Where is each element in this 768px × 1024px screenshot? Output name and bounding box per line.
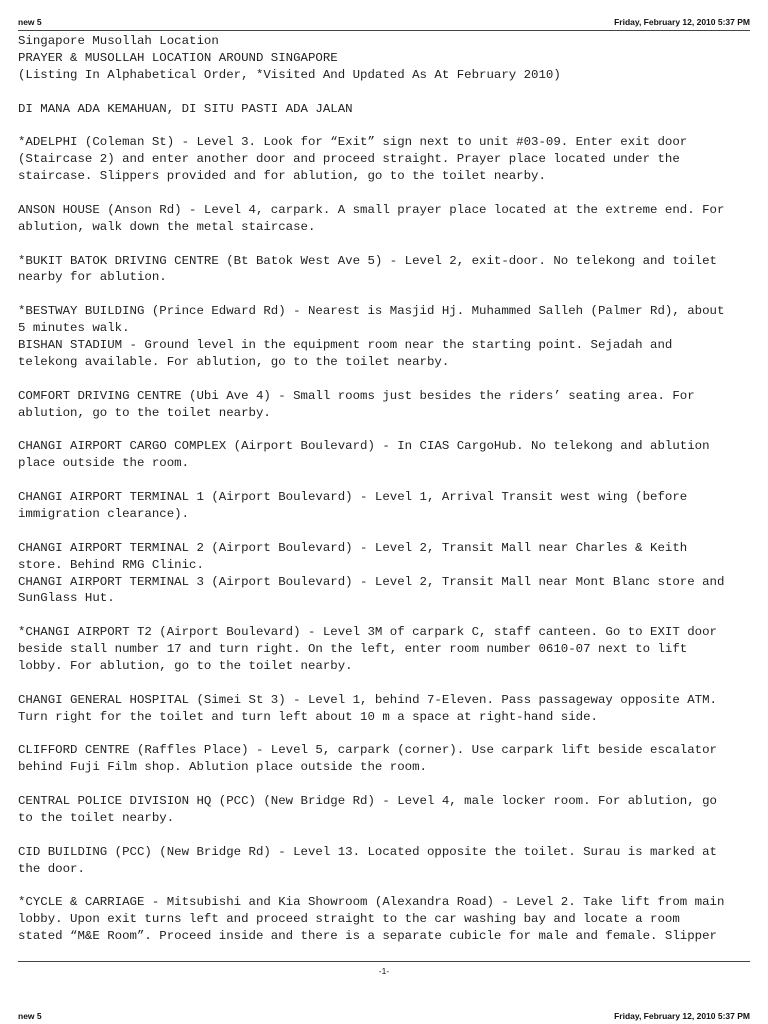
text-line: CLIFFORD CENTRE (Raffles Place) - Level 5, carpark (corner). Use carpark lift beside escalator <box>18 743 717 758</box>
blank-line <box>18 421 758 438</box>
blank-line <box>18 185 758 202</box>
document-body <box>18 33 758 945</box>
blank-line <box>18 523 758 540</box>
text-line: place outside the room. <box>18 456 190 471</box>
text-line: *CHANGI AIRPORT T2 (Airport Boulevard) - Level 3M of carpark C, staff canteen. Go to EXIT door <box>18 625 717 640</box>
text-line: lobby. For ablution, go to the toilet nearby. <box>18 658 353 673</box>
text-line: CHANGI AIRPORT CARGO COMPLEX (Airport Boulevard) - In CIAS CargoHub. No telekong and ablution <box>18 439 710 454</box>
page-header <box>18 17 750 27</box>
blank-line <box>18 607 758 624</box>
next-page-header <box>18 1011 750 1021</box>
page-number: -1- <box>378 966 390 976</box>
text-line: nearby for ablution. <box>18 270 167 285</box>
text-line: CENTRAL POLICE DIVISION HQ (PCC) (New Bridge Rd) - Level 4, male locker room. For ablution, go <box>18 794 717 809</box>
blank-line <box>18 472 758 489</box>
text-line: COMFORT DRIVING CENTRE (Ubi Ave 4) - Small rooms just besides the riders’ seating area. For <box>18 388 695 403</box>
text-line: behind Fuji Film shop. Ablution place outside the room. <box>18 760 427 775</box>
header-divider <box>18 30 750 31</box>
text-line: the door. <box>18 861 85 876</box>
text-line: ablution, go to the toilet nearby. <box>18 405 271 420</box>
text-line: to the toilet nearby. <box>18 810 175 825</box>
blank-line <box>18 84 758 101</box>
text-line: CHANGI AIRPORT TERMINAL 1 (Airport Boulevard) - Level 1, Arrival Transit west wing (before <box>18 490 688 505</box>
blank-line <box>18 726 758 743</box>
blank-line <box>18 286 758 303</box>
text-line: *BUKIT BATOK DRIVING CENTRE (Bt Batok West Ave 5) - Level 2, exit-door. No telekong and toilet <box>18 253 717 268</box>
text-line: immigration clearance). <box>18 506 190 521</box>
text-line: Singapore Musollah Location <box>18 34 219 48</box>
text-line: *ADELPHI (Coleman St) - Level 3. Look for “Exit” sign next to unit #03-09. Enter exit door <box>18 135 688 150</box>
text-line: staircase. Slippers provided and for ablution, go to the toilet nearby. <box>18 169 546 184</box>
blank-line <box>18 878 758 895</box>
text-line: CHANGI AIRPORT TERMINAL 2 (Airport Boulevard) - Level 2, Transit Mall near Charles & Keith <box>18 540 688 555</box>
text-line: *BESTWAY BUILDING (Prince Edward Rd) - Nearest is Masjid Hj. Muhammed Salleh (Palmer Rd), about <box>18 304 725 319</box>
text-line: CHANGI AIRPORT TERMINAL 3 (Airport Boulevard) - Level 2, Transit Mall near Mont Blanc store and <box>18 574 725 589</box>
text-line: 5 minutes walk. <box>18 321 130 336</box>
text-line: CHANGI GENERAL HOSPITAL (Simei St 3) - Level 1, behind 7-Eleven. Pass passageway opposite ATM. <box>18 692 717 707</box>
header-datetime: Friday, February 12, 2010 5:37 PM <box>614 17 750 27</box>
text-line: Turn right for the toilet and turn left about 10 m a space at right-hand side. <box>18 709 598 724</box>
blank-line <box>18 827 758 844</box>
text-line: *CYCLE & CARRIAGE - Mitsubishi and Kia Showroom (Alexandra Road) - Level 2. Take lift from main <box>18 895 725 910</box>
text-line: ablution, walk down the metal staircase. <box>18 219 316 234</box>
text-line: lobby. Upon exit turns left and proceed straight to the car washing bay and locate a room <box>18 912 680 927</box>
text-line: (Staircase 2) and enter another door and proceed straight. Prayer place located under the <box>18 152 680 167</box>
text-line: telekong available. For ablution, go to the toilet nearby. <box>18 354 450 369</box>
text-line: beside stall number 17 and turn right. On the left, enter room number 0610-07 next to lift <box>18 642 688 657</box>
text-line: ANSON HOUSE (Anson Rd) - Level 4, carpark. A small prayer place located at the extreme end. For <box>18 202 725 217</box>
blank-line <box>18 675 758 692</box>
blank-line <box>18 236 758 253</box>
text-line: store. Behind RMG Clinic. <box>18 557 204 572</box>
text-line: BISHAN STADIUM - Ground level in the equipment room near the starting point. Sejadah and <box>18 338 673 353</box>
footer-divider <box>18 961 750 962</box>
blank-line <box>18 117 758 134</box>
text-line: PRAYER & MUSOLLAH LOCATION AROUND SINGAPORE <box>18 50 338 65</box>
text-line: SunGlass Hut. <box>18 591 115 606</box>
text-line: DI MANA ADA KEMAHUAN, DI SITU PASTI ADA JALAN <box>18 101 353 116</box>
text-line: stated “M&E Room”. Proceed inside and there is a separate cubicle for male and female. Slipper <box>18 929 717 944</box>
blank-line <box>18 371 758 388</box>
text-line: (Listing In Alphabetical Order, *Visited And Updated As At February 2010) <box>18 67 561 82</box>
header-doc-name: new 5 <box>18 17 42 27</box>
text-line: CID BUILDING (PCC) (New Bridge Rd) - Level 13. Located opposite the toilet. Surau is marked at <box>18 844 717 859</box>
blank-line <box>18 776 758 793</box>
footer-datetime: Friday, February 12, 2010 5:37 PM <box>614 1011 750 1021</box>
footer-doc-name: new 5 <box>18 1011 42 1021</box>
